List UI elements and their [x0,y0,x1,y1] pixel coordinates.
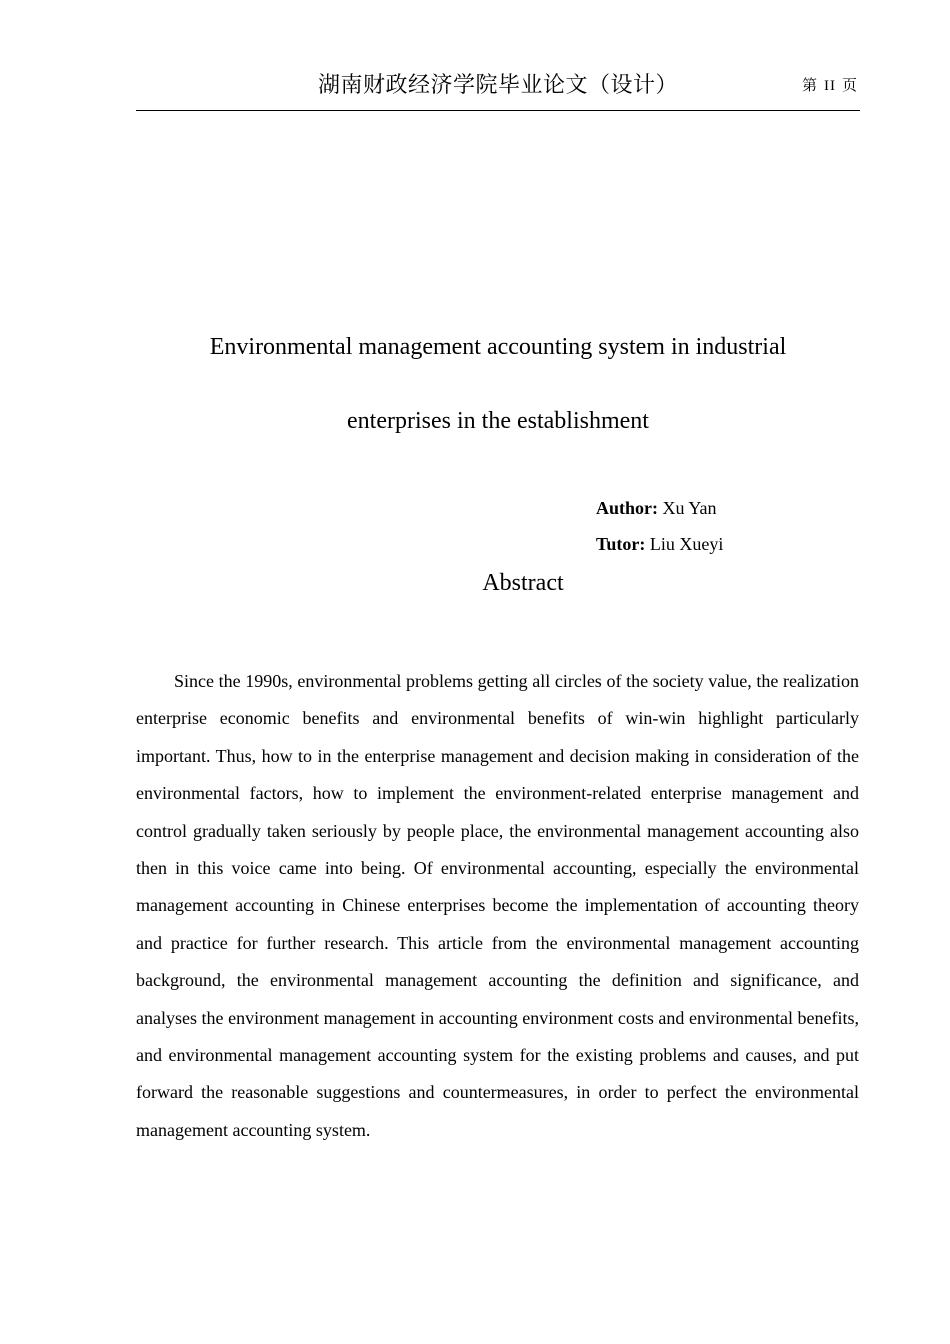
header-page-number [802,74,858,95]
paper-title-line-2: enterprises in the establishment [347,408,649,434]
header-title [136,68,860,99]
author-label: Author: [596,498,658,518]
tutor-line [596,534,723,554]
page-number: II [823,78,836,94]
paper-title-line-1: Environmental management accounting system in industrial [209,334,787,360]
author-name: Xu Yan [658,498,717,518]
tutor-name: Liu Xueyi [645,534,724,554]
author-line [596,498,717,518]
abstract-heading: Abstract [482,570,564,596]
page-prefix: 第 [801,76,818,94]
page-suffix: 页 [841,76,858,94]
header-title-text: 湖南财政经济学院毕业论文（设计） [317,73,678,98]
tutor-label: Tutor: [596,534,646,554]
abstract-body: Since the 1990s, environmental problems getting all circles of the society value, the realization enterprise economic benefits and environmental benefits of win-win highlight particularly important. Thus, how to in the enterprise management and decision making in consideration of the environmental factors, how to implement the environment-related enterprise management and control gradually taken seriously by people place, the environmental management accounting also then in this voice came into being. Of environmental accounting, especially the environmental management accounting in Chinese enterprises become the implementation of accounting theory and practice for further research. This article from the environmental management accounting background, the environmental management accounting the definition and significance, and analyses the environment management in accounting environment costs and environmental benefits, and environmental management accounting system for the existing problems and causes, and put forward the reasonable suggestions and countermeasures, in order to perfect the environmental management accounting system. [136,671,859,1140]
page-header [136,62,860,111]
